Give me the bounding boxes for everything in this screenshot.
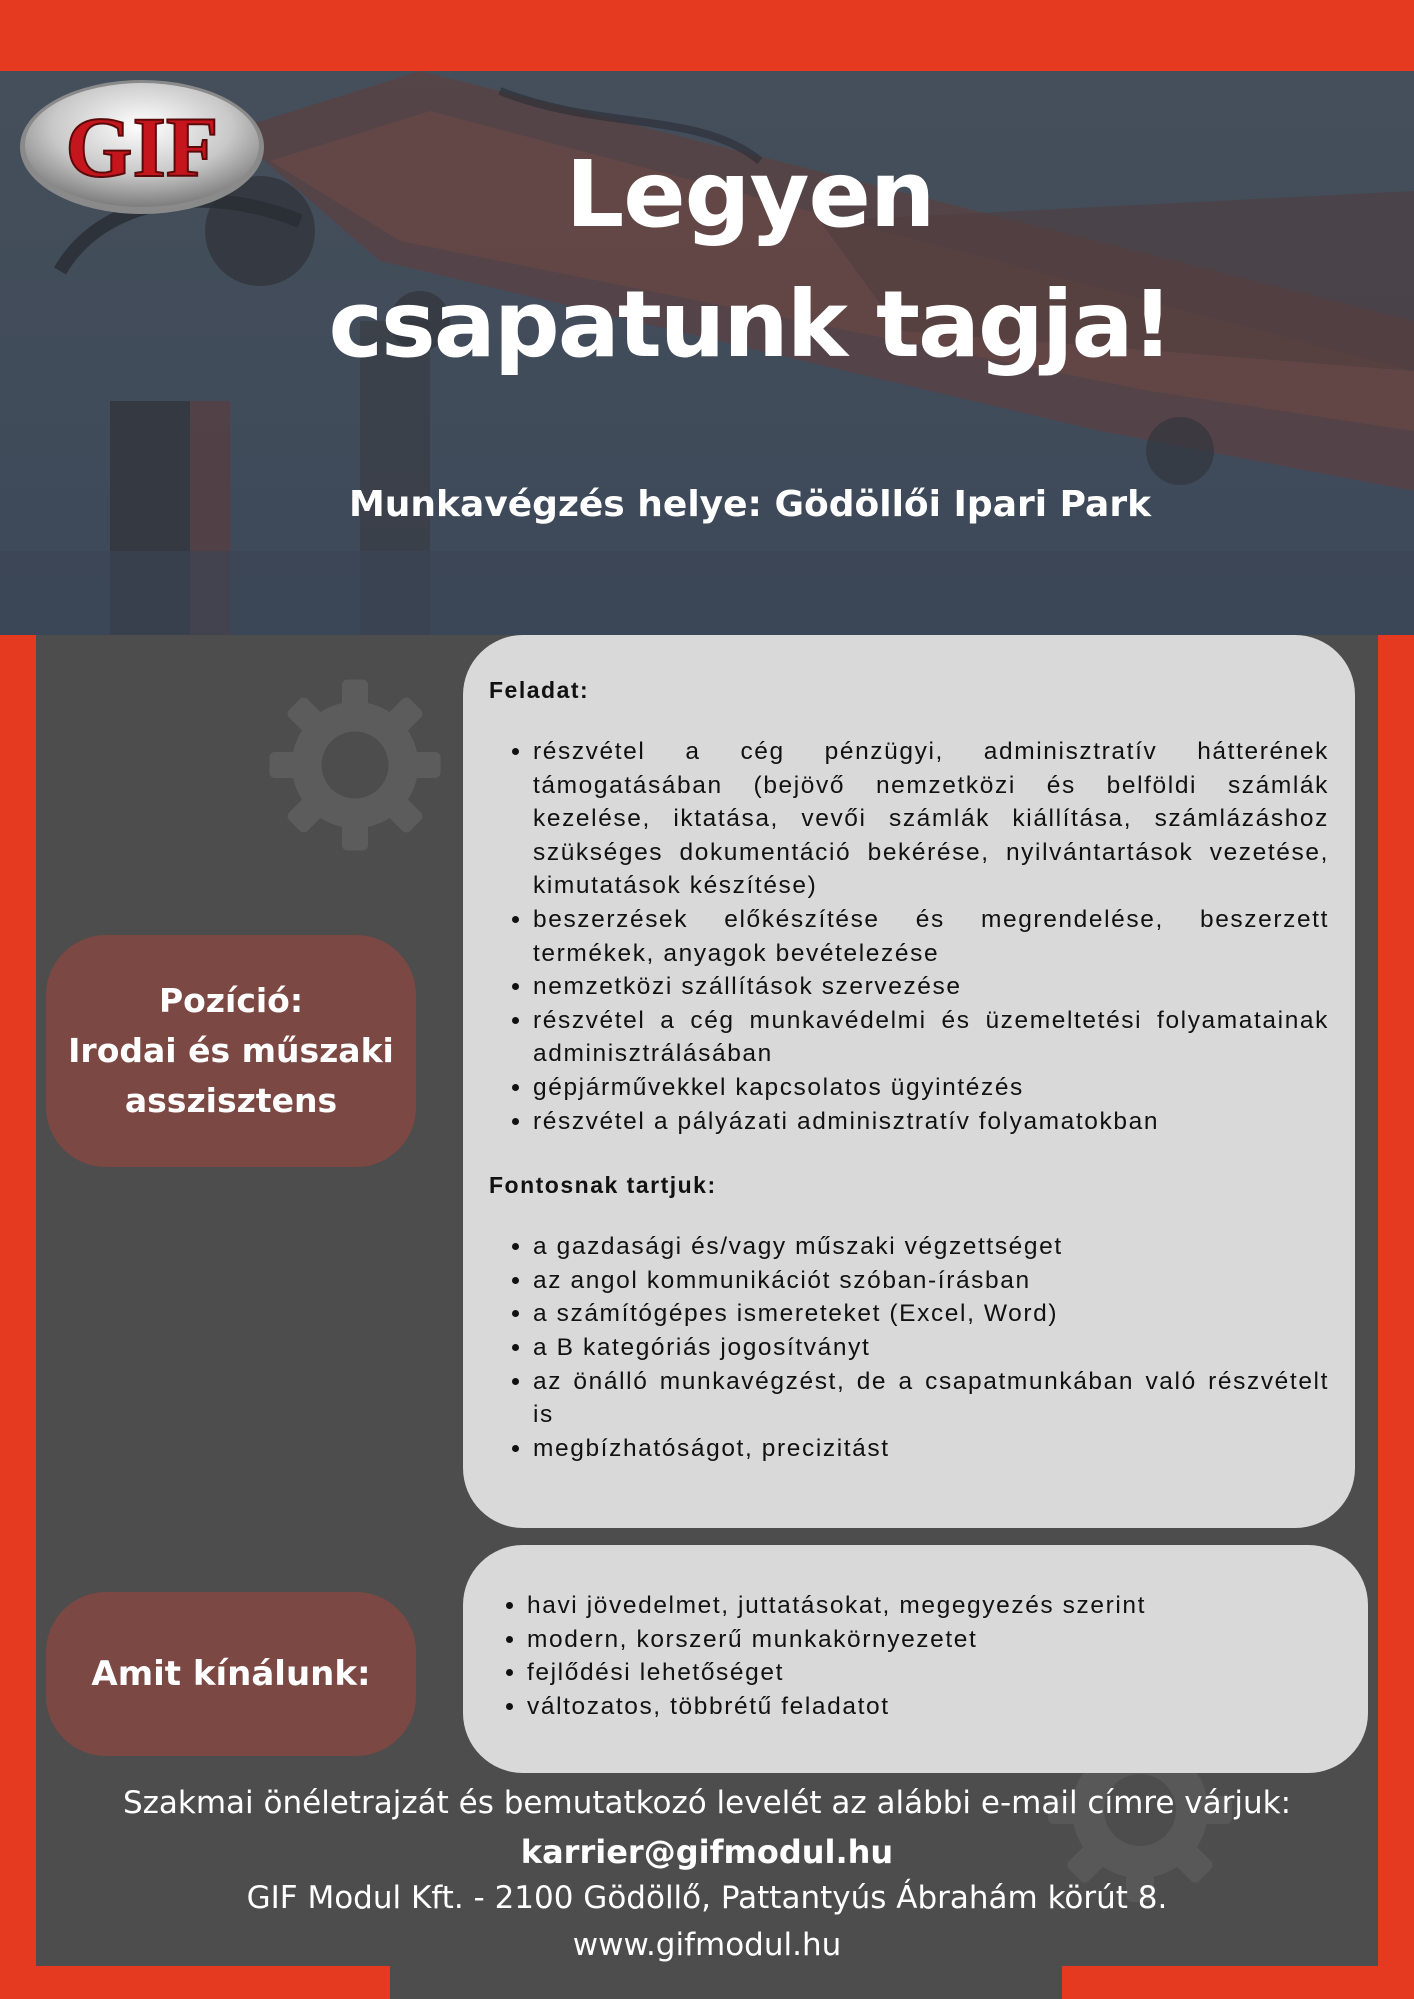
list-item: • modern, korszerű munkakörnyezetet [527, 1623, 1342, 1657]
list-item: • havi jövedelmet, juttatásokat, megegyezés szerint [527, 1589, 1342, 1623]
list-item: • részvétel a cég pénzügyi, adminisztratív hátterének támogatásában (bejövő nemzetközi és belföldi számlák kezelése, iktatása, vevői számlák kiállítása, számlázáshoz szükséges dokumentáció bekérése, nyilvántartások vezetése, kimutatások készítése) [533, 735, 1329, 903]
offer-card [463, 1545, 1368, 1773]
list-item: • az önálló munkavégzést, de a csapatmunkában való részvételt is [533, 1365, 1329, 1432]
offer-label: Amit kínálunk: [91, 1654, 371, 1694]
position-label: Pozíció: [158, 981, 304, 1020]
list-item: • fejlődési lehetőséget [527, 1656, 1342, 1690]
company-address: GIF Modul Kft. - 2100 Gödöllő, Pattantyús Ábrahám körút 8. [246, 1880, 1168, 1916]
list-item: • megbízhatóságot, precizitást [533, 1432, 1329, 1466]
tasks-list [489, 735, 1329, 1138]
list-item: • beszerzések előkészítése és megrendelése, beszerzett termékek, anyagok bevételezése [533, 903, 1329, 970]
position-pill [46, 935, 416, 1167]
list-item: • gépjárművekkel kapcsolatos ügyintézés [533, 1071, 1329, 1105]
contact-email-link[interactable]: karrier@gifmodul.hu [520, 1833, 894, 1871]
offer-pill [46, 1592, 416, 1756]
list-item: • részvétel a cég munkavédelmi és üzemeltetési folyamatainak adminisztrálásában [533, 1004, 1329, 1071]
headline-line1: Legyen [565, 141, 935, 248]
list-item: • a B kategóriás jogosítványt [533, 1331, 1329, 1365]
list-item: • a számítógépes ismereteket (Excel, Word) [533, 1297, 1329, 1331]
offer-list [489, 1589, 1342, 1723]
list-item: • részvétel a pályázati adminisztratív folyamatokban [533, 1105, 1329, 1139]
list-item: • a gazdasági és/vagy műszaki végzettséget [533, 1230, 1329, 1264]
requirements-list [489, 1230, 1329, 1465]
gear-icon [262, 672, 448, 858]
bottom-right-red-bar [1062, 1966, 1414, 1999]
requirements-heading: Fontosnak tartjuk: [489, 1172, 717, 1199]
gif-logo [18, 78, 266, 216]
list-item: • nemzetközi szállítások szervezése [533, 970, 1329, 1004]
svg-text:GIF: GIF [65, 99, 219, 195]
application-instructions: Szakmai önéletrajzát és bemutatkozó levelét az alábbi e-mail címre várjuk: [122, 1785, 1292, 1821]
left-red-border [0, 635, 36, 1999]
position-title-line2: asszisztens [124, 1081, 338, 1120]
work-location: Munkavégzés helye: Gödöllői Ipari Park [348, 484, 1152, 525]
list-item: • változatos, többrétű feladatot [527, 1690, 1342, 1724]
job-details-card [463, 635, 1355, 1528]
list-item: • az angol kommunikációt szóban-írásban [533, 1264, 1329, 1298]
position-title-line1: Irodai és műszaki [68, 1031, 394, 1070]
bottom-left-red-bar [0, 1966, 390, 1999]
tasks-heading: Feladat: [489, 677, 590, 703]
website-link[interactable]: www.gifmodul.hu [572, 1927, 842, 1963]
right-red-border [1378, 635, 1414, 1999]
headline-line2: csapatunk tagja! [328, 271, 1172, 378]
top-red-bar [0, 0, 1414, 71]
